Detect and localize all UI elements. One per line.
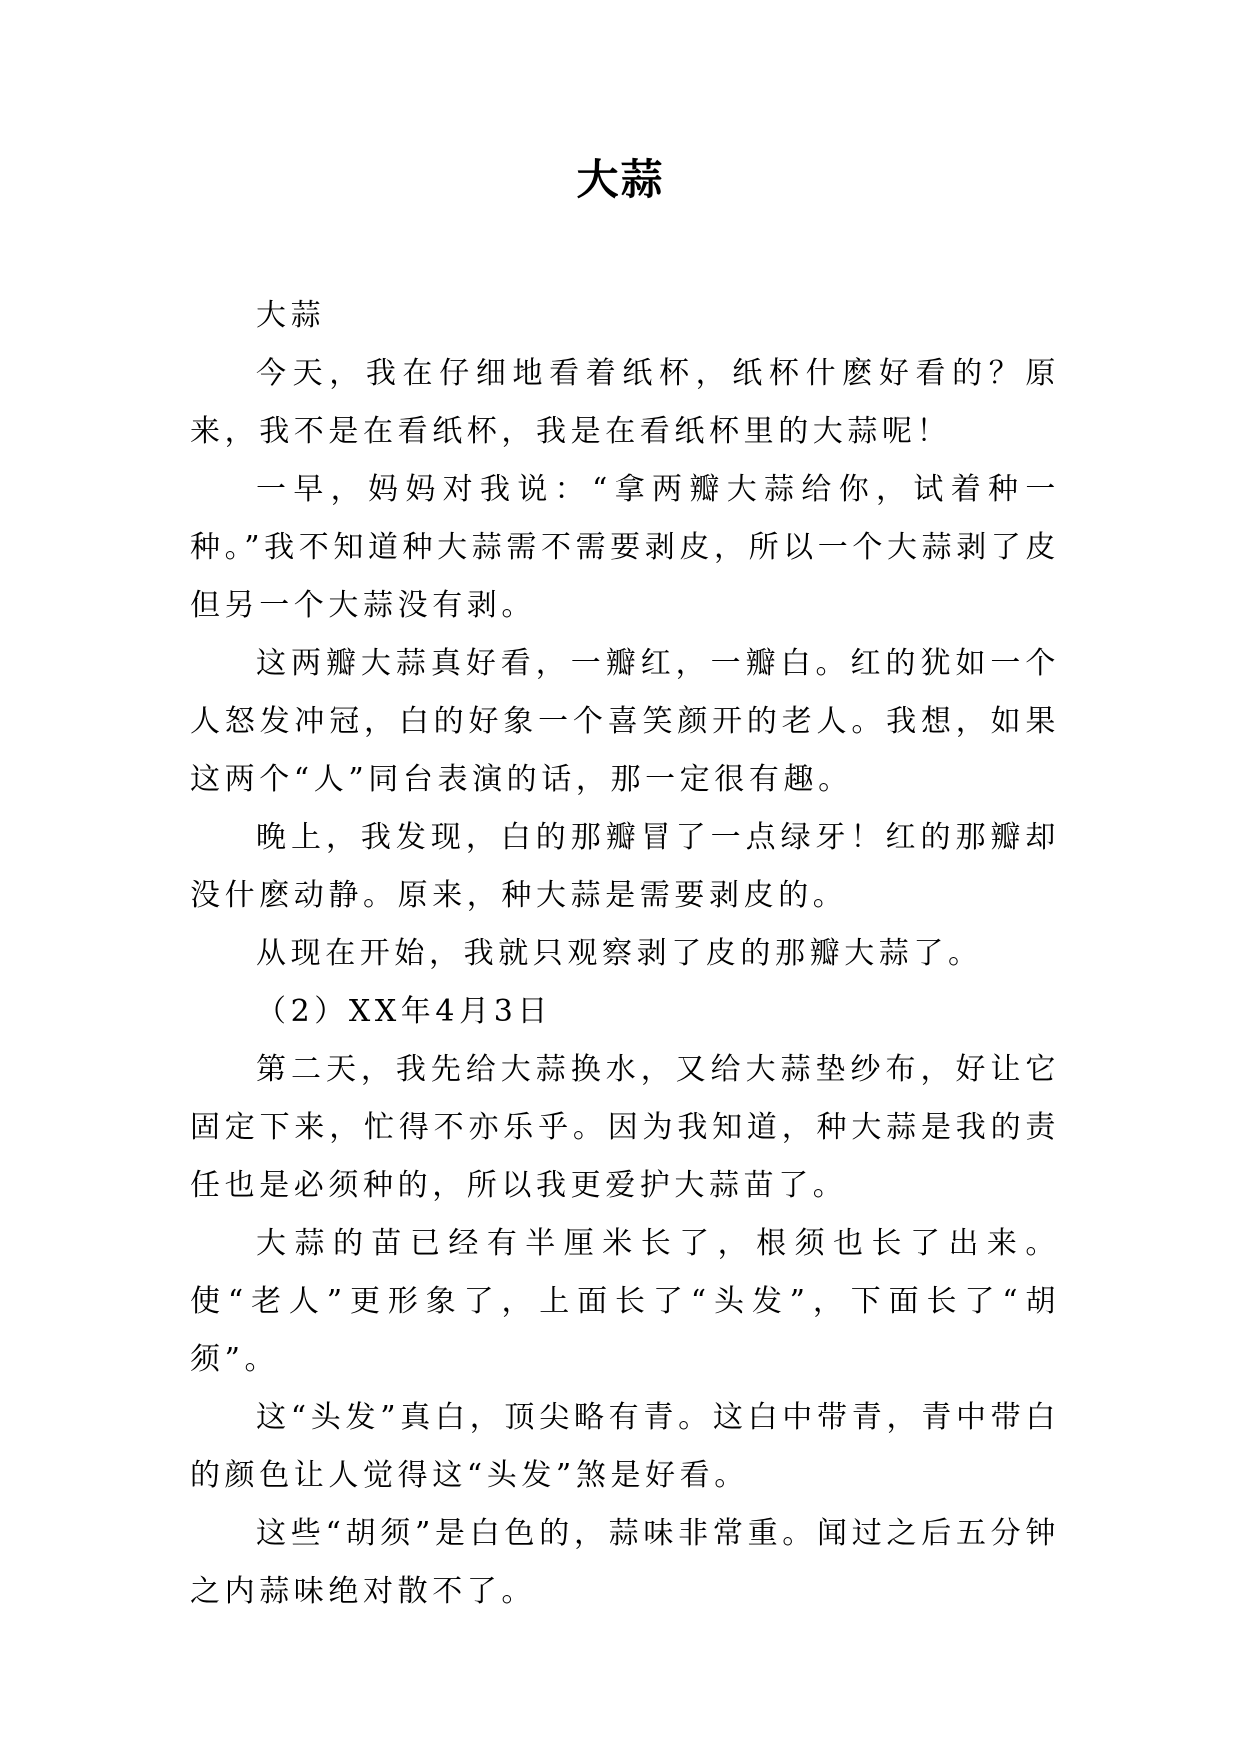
paragraph: 这些“胡须”是白色的，蒜味非常重。闻过之后五分钟之内蒜味绝对散不了。 — [190, 1516, 1060, 1609]
paragraph: 从现在开始，我就只观察剥了皮的那瓣大蒜了。 — [256, 936, 983, 971]
paragraph: 这“头发”真白，顶尖略有青。这白中带青，青中带白的颜色让人觉得这“头发”煞是好看。 — [190, 1400, 1060, 1493]
paragraph: 第二天，我先给大蒜换水，又给大蒜垫纱布，好让它固定下来，忙得不亦乐乎。因为我知道，种大蒜是我的责任也是必须种的，所以我更爱护大蒜苗了。 — [190, 1052, 1060, 1203]
paragraph: 大蒜的苗已经有半厘米长了，根须也长了出来。使“老人”更形象了，上面长了“头发”，下面长了“胡须”。 — [190, 1226, 1060, 1377]
paragraph-subtitle: 大蒜 — [256, 298, 326, 333]
paragraph: 这两瓣大蒜真好看，一瓣红，一瓣白。红的犹如一个人怒发冲冠，白的好象一个喜笑颜开的老人。我想，如果这两个“人”同台表演的话，那一定很有趣。 — [190, 646, 1060, 797]
paragraph: 一早，妈妈对我说：“拿两瓣大蒜给你，试着种一种。”我不知道种大蒜需不需要剥皮，所以一个大蒜剥了皮但另一个大蒜没有剥。 — [190, 472, 1060, 623]
document-title: 大蒜 — [576, 155, 665, 204]
paragraph-date: （2）XX年4月3日 — [256, 994, 552, 1029]
paragraph: 晚上，我发现，白的那瓣冒了一点绿牙！红的那瓣却没什麽动静。原来，种大蒜是需要剥皮的。 — [190, 820, 1060, 913]
document-body — [190, 287, 1060, 1621]
paragraph: 今天，我在仔细地看着纸杯，纸杯什麽好看的？原来，我不是在看纸杯，我是在看纸杯里的大蒜呢！ — [190, 356, 1060, 449]
